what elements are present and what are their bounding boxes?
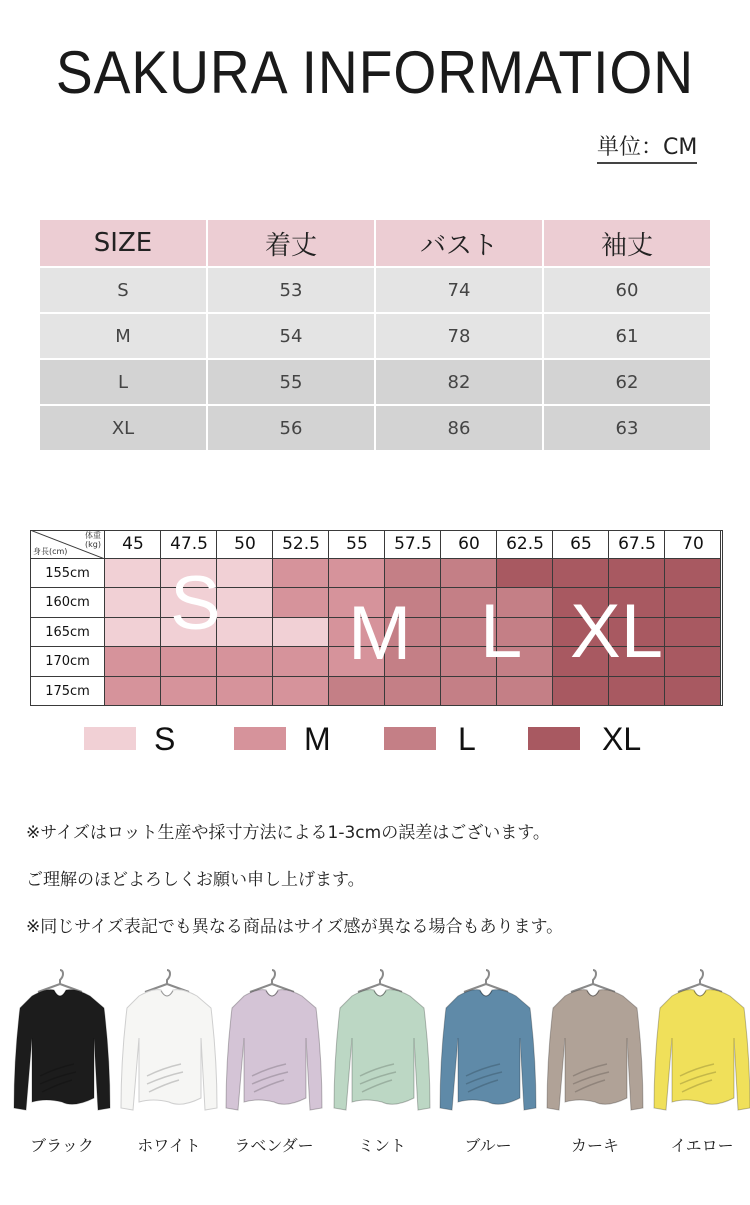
header-size: SIZE	[40, 220, 206, 266]
table-cell: 54	[208, 314, 374, 358]
fit-cell-s	[217, 618, 273, 647]
weight-tick: 57.5	[394, 534, 432, 554]
weight-tick: 67.5	[618, 534, 656, 554]
height-tick: 170cm	[45, 654, 90, 670]
height-tick: 160cm	[45, 595, 90, 611]
legend-swatch	[234, 727, 286, 750]
fit-cell-xl	[665, 559, 721, 588]
fit-cell-m	[329, 559, 385, 588]
legend-swatch	[384, 727, 436, 750]
fit-cell-l	[497, 677, 553, 706]
color-name-1: ホワイト	[137, 1136, 201, 1155]
legend-label: S	[154, 721, 176, 757]
page-title: SAKURA INFORMATION	[55, 39, 695, 106]
table-cell: L	[40, 360, 206, 404]
weight-tick: 55	[346, 534, 368, 554]
table-cell: 62	[544, 360, 710, 404]
fit-cell-m	[273, 677, 329, 706]
header-bust: バスト	[376, 220, 542, 266]
table-row	[40, 406, 710, 450]
color-name-6: イエロー	[670, 1136, 734, 1155]
garment-image-6	[650, 968, 750, 1124]
header-length: 着丈	[208, 220, 374, 266]
note-error-margin: ※サイズはロット生産や採寸方法による1-3cmの誤差はございます。	[26, 823, 550, 843]
fit-cell-xl	[665, 647, 721, 676]
table-row	[40, 268, 710, 312]
legend-swatch	[528, 727, 580, 750]
legend-label: XL	[602, 721, 642, 757]
table-cell: 82	[376, 360, 542, 404]
legend-label: M	[304, 721, 331, 757]
color-name-0: ブラック	[30, 1136, 94, 1155]
table-cell: 61	[544, 314, 710, 358]
fit-cell-xl	[553, 677, 609, 706]
fit-cell-xl	[609, 677, 665, 706]
unit-label: 単位：CM	[597, 130, 697, 164]
fit-cell-m	[105, 677, 161, 706]
fit-cell-s	[217, 559, 273, 588]
fit-cell-l	[441, 677, 497, 706]
fit-cell-xl	[665, 588, 721, 617]
corner-height-label: 身長(cm)	[33, 547, 68, 556]
weight-tick: 52.5	[282, 534, 320, 554]
table-row	[40, 314, 710, 358]
fit-cell-m	[273, 647, 329, 676]
legend-swatch	[84, 727, 136, 750]
color-name-5: カーキ	[570, 1136, 619, 1155]
table-cell: 86	[376, 406, 542, 450]
region-label-l: L	[480, 589, 523, 674]
garment-image-3	[330, 968, 434, 1124]
fit-cell-l	[329, 677, 385, 706]
note-thanks: ご理解のほどよろしくお願い申し上げます。	[26, 870, 365, 890]
weight-tick: 70	[682, 534, 704, 554]
fit-cell-m	[161, 677, 217, 706]
fit-cell-m	[217, 677, 273, 706]
fit-cell-s	[217, 588, 273, 617]
fit-cell-s	[105, 588, 161, 617]
weight-tick: 65	[570, 534, 592, 554]
color-name-3: ミント	[357, 1136, 406, 1155]
region-label-m: M	[348, 591, 412, 676]
size-table-header	[40, 220, 710, 266]
table-cell: M	[40, 314, 206, 358]
table-cell: S	[40, 268, 206, 312]
color-name-2: ラベンダー	[234, 1136, 314, 1155]
fit-cell-m	[217, 647, 273, 676]
corner-weight-label: 体重 (kg)	[85, 531, 101, 549]
weight-tick: 45	[122, 534, 144, 554]
fit-chart	[30, 530, 723, 706]
table-cell: XL	[40, 406, 206, 450]
table-row	[40, 360, 710, 404]
header-sleeve: 袖丈	[544, 220, 710, 266]
weight-tick: 60	[458, 534, 480, 554]
weight-tick: 47.5	[170, 534, 208, 554]
fit-cell-l	[385, 559, 441, 588]
fit-cell-xl	[665, 677, 721, 706]
weight-tick: 62.5	[506, 534, 544, 554]
table-cell: 60	[544, 268, 710, 312]
region-label-s: S	[170, 561, 221, 646]
garment-image-1	[117, 968, 221, 1124]
height-tick: 175cm	[45, 683, 90, 699]
fit-chart-corner	[30, 530, 105, 559]
fit-cell-m	[273, 559, 329, 588]
fit-cell-l	[441, 559, 497, 588]
garment-image-2	[222, 968, 326, 1124]
region-label-xl: XL	[570, 589, 663, 674]
table-cell: 55	[208, 360, 374, 404]
color-name-4: ブルー	[464, 1136, 512, 1155]
garment-image-4	[436, 968, 540, 1124]
weight-tick: 50	[234, 534, 256, 554]
garment-image-0	[10, 968, 114, 1124]
height-tick: 165cm	[45, 624, 90, 640]
table-cell: 56	[208, 406, 374, 450]
fit-cell-l	[385, 677, 441, 706]
table-cell: 53	[208, 268, 374, 312]
fit-cell-xl	[665, 618, 721, 647]
fit-cell-s	[273, 618, 329, 647]
fit-cell-xl	[609, 559, 665, 588]
size-table	[38, 218, 712, 452]
fit-cell-xl	[497, 559, 553, 588]
fit-cell-xl	[553, 559, 609, 588]
table-cell: 63	[544, 406, 710, 450]
legend-label: L	[458, 721, 476, 757]
height-tick: 155cm	[45, 566, 90, 581]
garment-image-5	[543, 968, 647, 1124]
fit-cell-s	[105, 559, 161, 588]
fit-cell-m	[161, 647, 217, 676]
fit-cell-m	[273, 588, 329, 617]
note-size-difference: ※同じサイズ表記でも異なる商品はサイズ感が異なる場合もあります。	[26, 917, 564, 937]
fit-cell-s	[105, 618, 161, 647]
table-cell: 74	[376, 268, 542, 312]
fit-cell-m	[105, 647, 161, 676]
table-cell: 78	[376, 314, 542, 358]
